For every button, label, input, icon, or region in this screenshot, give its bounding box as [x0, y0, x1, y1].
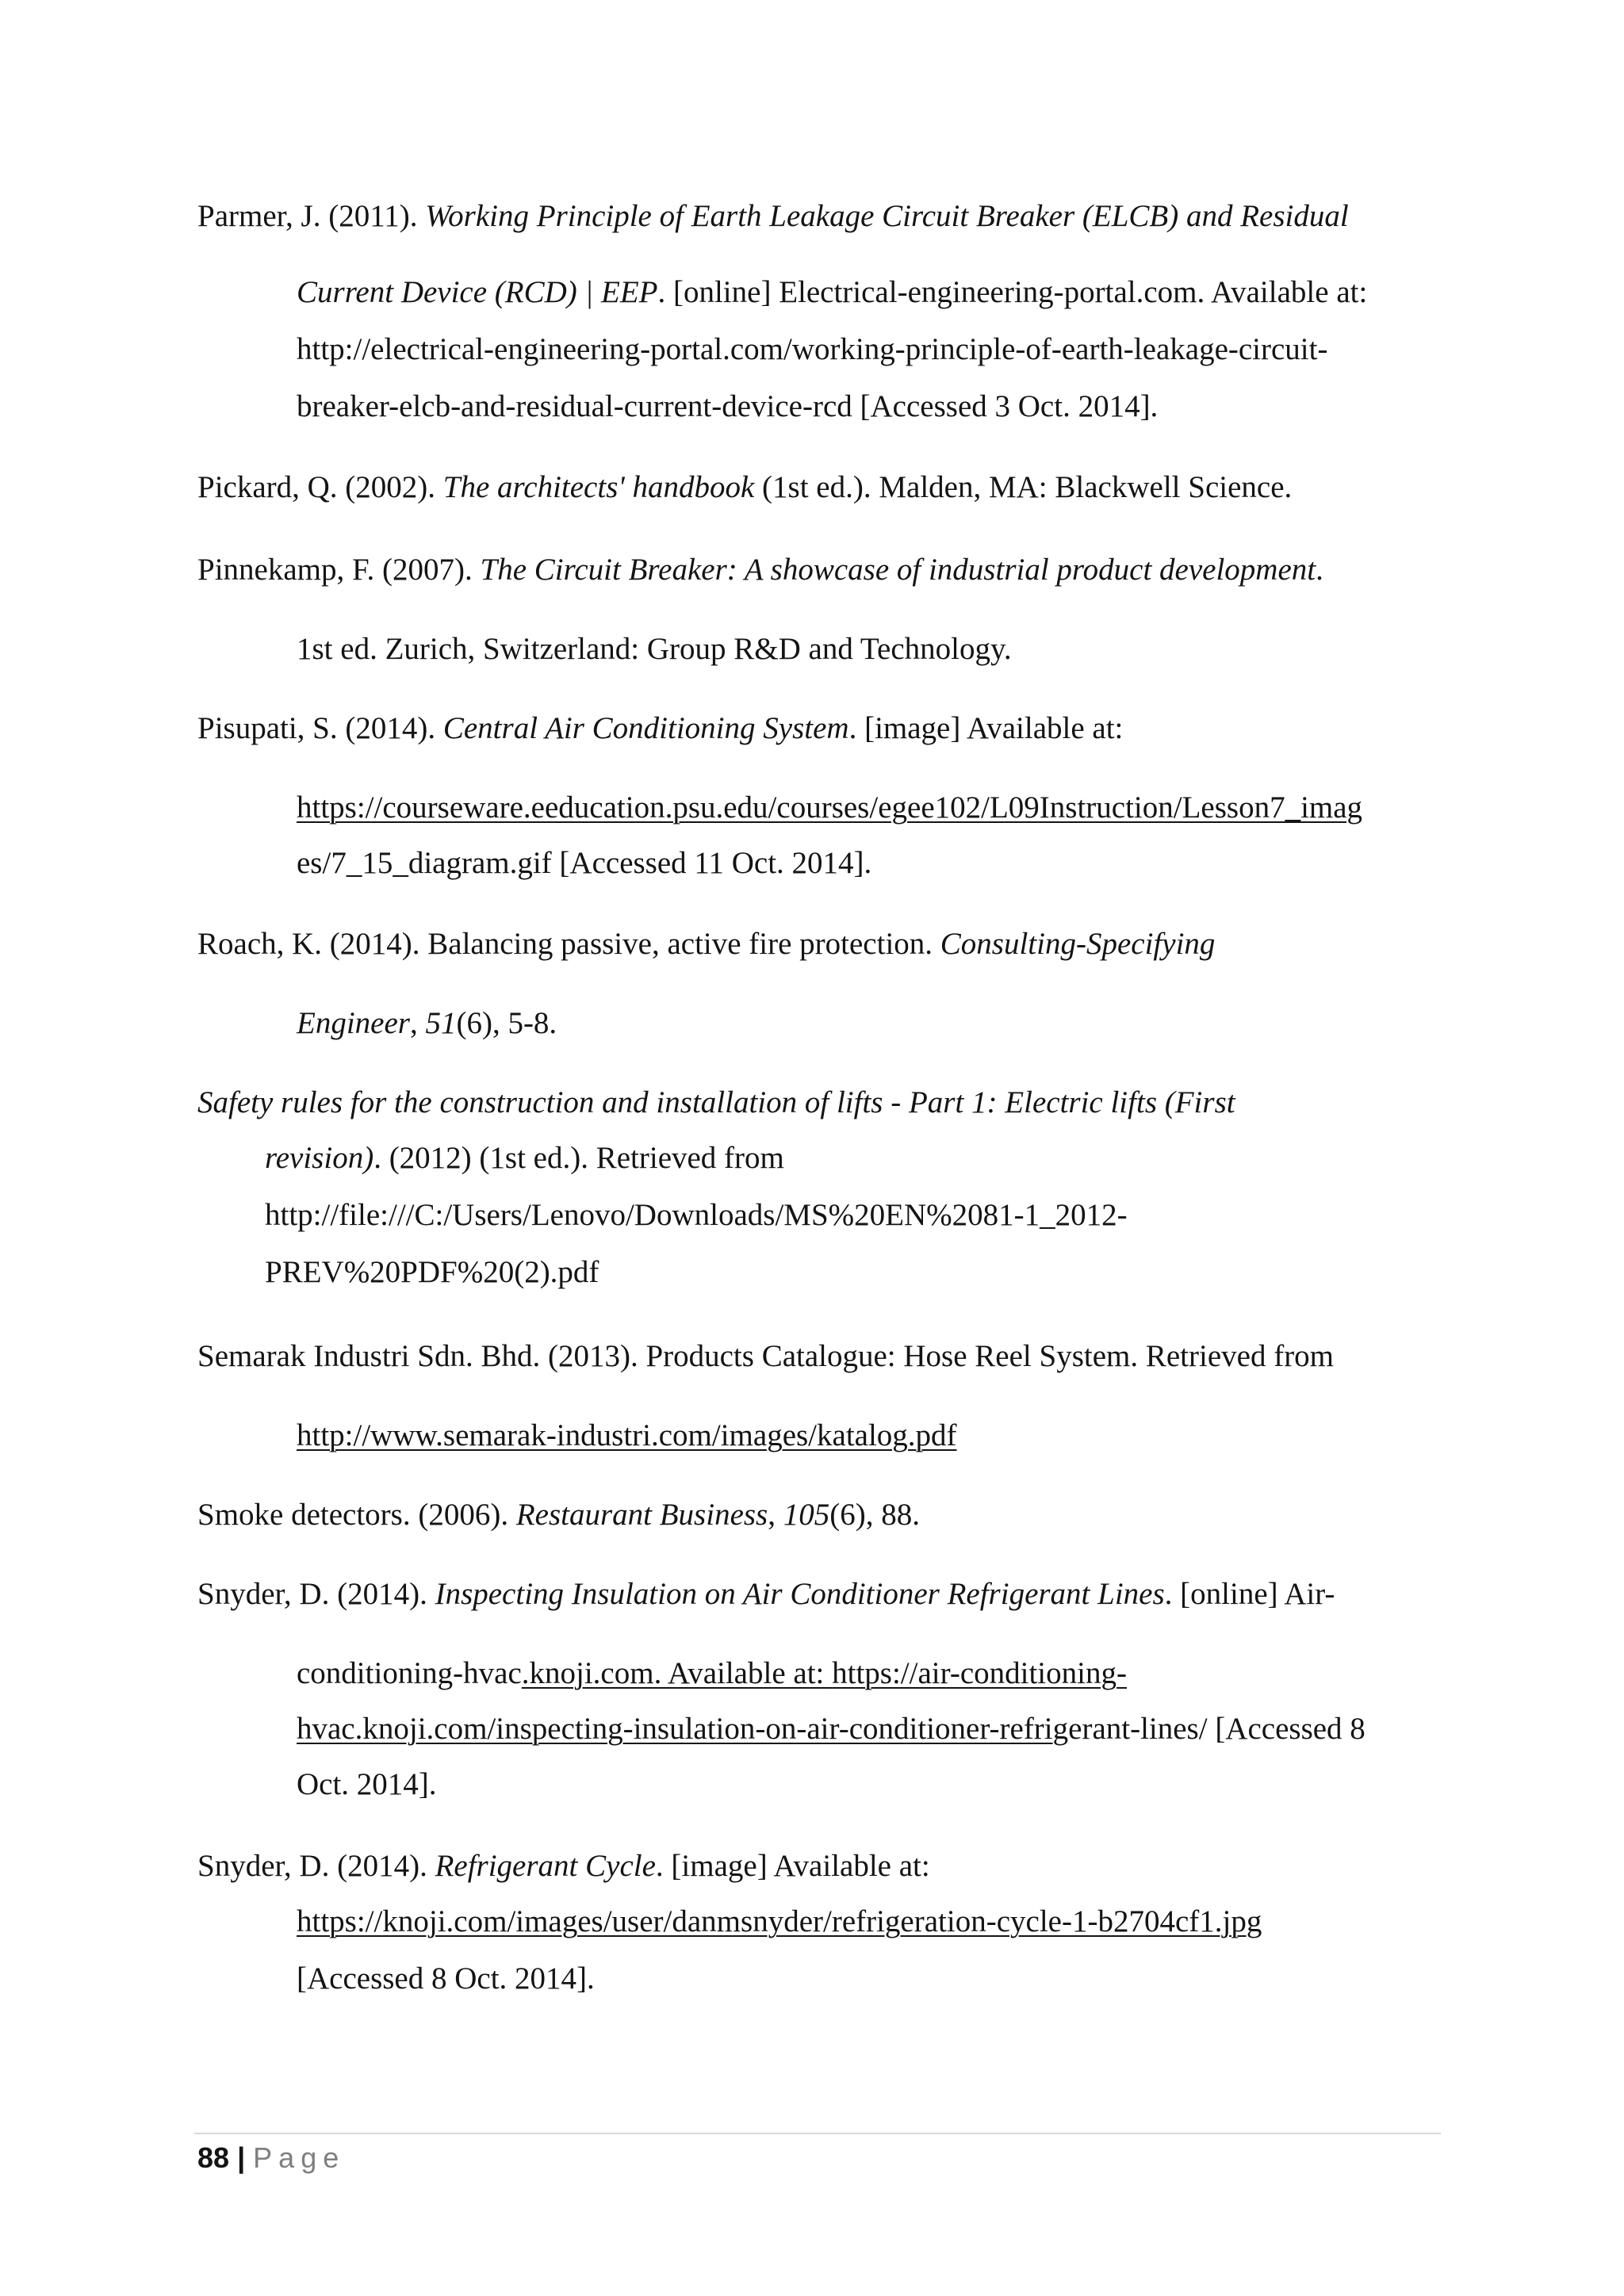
knoji-insulation-link-cont[interactable]: hvac.knoji.com/inspecting-insulation-on-air-conditioner-refrig	[297, 1712, 1069, 1746]
reference-line: Pisupati, S. (2014). Central Air Conditioning System. [image] Available at:	[197, 711, 1124, 745]
reference-line: breaker-elcb-and-residual-current-device-rcd [Accessed 3 Oct. 2014].	[297, 389, 1159, 423]
reference-line: Semarak Industri Sdn. Bhd. (2013). Products Catalogue: Hose Reel System. Retrieved from	[197, 1339, 1335, 1373]
footer-separator: |	[237, 2141, 246, 2174]
reference-line: hvac.knoji.com/inspecting-insulation-on-air-conditioner-refrigerant-lines/ [Accessed 8	[297, 1712, 1365, 1746]
reference-line: Safety rules for the construction and installation of lifts - Part 1: Electric lifts (First	[197, 1085, 1235, 1119]
reference-link[interactable]	[297, 1417, 957, 1455]
reference-line: Snyder, D. (2014). Inspecting Insulation on Air Conditioner Refrigerant Lines. [online] Air-	[197, 1577, 1335, 1611]
reference-line: Oct. 2014].	[297, 1767, 437, 1801]
courseware-link[interactable]: https://courseware.eeducation.psu.edu/courses/egee102/L09Instruction/Lesson7_imag	[297, 790, 1363, 825]
reference-line: Snyder, D. (2014). Refrigerant Cycle. [image] Available at:	[197, 1849, 930, 1883]
page-number: 88	[197, 2141, 230, 2174]
reference-line: es/7_15_diagram.gif [Accessed 11 Oct. 2014].	[297, 846, 872, 880]
reference-line: Pinnekamp, F. (2007). The Circuit Breaker: A showcase of industrial product development.	[197, 553, 1323, 587]
semarak-catalogue-link[interactable]: http://www.semarak-industri.com/images/katalog.pdf	[297, 1418, 957, 1452]
reference-line: conditioning-hvac.knoji.com. Available at: https://air-conditioning-	[297, 1656, 1127, 1690]
knoji-cycle-image-link[interactable]: https://knoji.com/images/user/danmsnyder/refrigeration-cycle-1-b2704cf1.jpg	[297, 1904, 1262, 1938]
footer-divider	[194, 2133, 1441, 2134]
reference-line: Parmer, J. (2011). Working Principle of Earth Leakage Circuit Breaker (ELCB) and Residual	[197, 199, 1349, 233]
reference-line: [Accessed 8 Oct. 2014].	[297, 1961, 595, 1996]
reference-url: http://file:///C:/Users/Lenovo/Downloads/MS%20EN%2081-1_2012-	[265, 1198, 1128, 1232]
knoji-insulation-link[interactable]: https://air-conditioning-	[832, 1656, 1127, 1690]
reference-line: revision). (2012) (1st ed.). Retrieved from	[265, 1141, 784, 1175]
reference-line: Current Device (RCD) | EEP. [online] Electrical-engineering-portal.com. Available at:	[297, 275, 1368, 309]
reference-line: Pickard, Q. (2002). The architects' handbook (1st ed.). Malden, MA: Blackwell Science.	[197, 470, 1293, 504]
reference-link[interactable]	[297, 1903, 1262, 1941]
reference-url: http://electrical-engineering-portal.com/working-principle-of-earth-leakage-circuit-	[297, 332, 1328, 366]
reference-line: Smoke detectors. (2006). Restaurant Business, 105(6), 88.	[197, 1498, 920, 1532]
reference-line: Roach, K. (2014). Balancing passive, active fire protection. Consulting-Specifying	[197, 927, 1216, 961]
page-label: Page	[253, 2141, 346, 2174]
reference-url: PREV%20PDF%20(2).pdf	[265, 1255, 599, 1289]
page-footer	[197, 2139, 345, 2177]
reference-line: 1st ed. Zurich, Switzerland: Group R&D and Technology.	[297, 632, 1012, 666]
reference-link[interactable]	[297, 789, 1362, 827]
reference-line: Engineer, 51(6), 5-8.	[297, 1006, 557, 1040]
